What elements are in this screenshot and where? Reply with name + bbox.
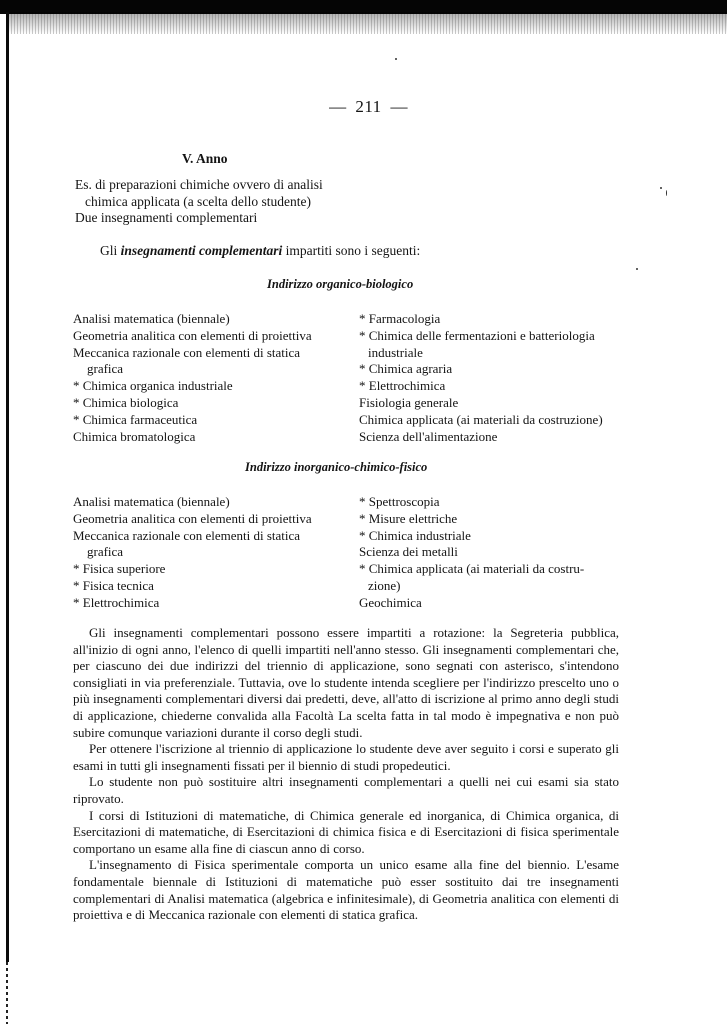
course-item: * Fisica superiore <box>73 561 166 577</box>
paragraph-annual-exams: I corsi di Istituzioni di matematiche, di Chimica generale ed inorganica, di Chimica organica, di Esercitazioni di matematiche, di Esercitazioni di chimica fisica e di Esercitazioni di fisica sperimentale comportano un esame alla fine di ciascun anno di corso. <box>73 807 619 856</box>
scan-speck <box>666 190 667 196</box>
paragraph-substitution: Lo studente non può sostituire altri insegnamenti complementari a quelli nei cui esami sia stato riprovato. <box>73 774 619 806</box>
course-item: Geochimica <box>359 594 422 610</box>
scan-speck <box>395 58 397 60</box>
intro-lead: Gli <box>100 243 118 258</box>
course-item: * Chimica delle fermentazioni e batteriologia <box>359 327 595 343</box>
year-course-line: chimica applicata (a scelta dello studente) <box>85 193 312 209</box>
course-item: Scienza dei metalli <box>359 544 458 560</box>
intro-tail: impartiti sono i seguenti: <box>285 243 421 258</box>
course-item: zione) <box>368 577 401 593</box>
course-item: grafica <box>87 544 124 560</box>
course-item: Scienza dell'alimentazione <box>359 428 498 444</box>
paragraph-rotation: Gli insegnamenti complementari possono essere impartiti a rotazione: la Segreteria pubblica, all'inizio di ogni anno, l'elenco di quelli impartiti nell'anno stesso. Gli insegnamenti complementari che, per ciascuno dei due indirizzi del triennio di applicazione, sono segnati con asterisco, s'intendono consigliati in via preferenziale. Tuttavia, ove lo studente intenda scegliere per l'indirizzo prescelto uno o più insegnamenti complementari diversi dai predetti, deve, all'atto di iscrizione al primo anno degli studi di applicazione, chiederne convalida alla Facoltà La scelta fatta in tal modo è impegnativa e non può subire comunque variazioni durante il corso degli studi. <box>73 625 619 740</box>
course-item: Analisi matematica (biennale) <box>73 311 230 326</box>
scan-speck <box>660 187 662 189</box>
track-title-inorganic-chemical-physical: Indirizzo inorganico-chimico-fisico <box>245 460 428 474</box>
scan-speck <box>636 268 638 270</box>
track-inorganic-right-column <box>359 494 629 612</box>
course-item: Fisiologia generale <box>359 394 459 410</box>
page-number-dash-left: — <box>329 97 347 116</box>
scan-left-border-dashed <box>6 962 8 1024</box>
paragraph-physics-exam: L'insegnamento di Fisica sperimentale comporta un unico esame alla fine del biennio. L'esame fondamentale biennale di Istituzioni di matematiche può esser sostituito dai tre insegnamenti complementari di Analisi matematica (algebrica e infinitesimale), di Geometria analitica con elementi di proiettiva e di Meccanica razionale con elementi di statica grafica. <box>73 857 619 923</box>
track-organic-left-column <box>73 311 343 445</box>
year-course-line: Due insegnamenti complementari <box>75 210 258 225</box>
course-item: * Chimica biologica <box>73 394 179 410</box>
page-number-value: 211 <box>355 97 382 116</box>
year-heading: V. Anno <box>182 151 228 166</box>
course-item: Chimica applicata (ai materiali da costruzione) <box>359 411 603 427</box>
course-item: * Chimica industriale <box>359 527 471 543</box>
paragraph-enrollment: Per ottenere l'iscrizione al triennio di applicazione lo studente deve aver seguito i corsi e superato gli esami in tutti gli insegnamenti fissati per il biennio di studi propedeutici. <box>73 741 619 773</box>
course-item: industriale <box>368 344 423 360</box>
intro-emphasis: insegnamenti complementari <box>120 243 283 258</box>
year-course-list <box>75 177 323 227</box>
course-item: * Farmacologia <box>359 311 441 326</box>
course-item: * Chimica agraria <box>359 361 453 377</box>
course-item: Meccanica razionale con elementi di statica <box>73 344 301 360</box>
course-item: Geometria analitica con elementi di proiettiva <box>73 510 312 526</box>
track-organic-right-column <box>359 311 629 445</box>
course-item: * Chimica organica industriale <box>73 378 233 394</box>
course-item: Meccanica razionale con elementi di statica <box>73 527 301 543</box>
scan-left-border <box>6 12 9 962</box>
course-item: * Elettrochimica <box>359 378 446 394</box>
course-item: * Chimica applicata (ai materiali da costru- <box>359 561 585 577</box>
course-item: * Fisica tecnica <box>73 577 154 593</box>
year-course-line: Es. di preparazioni chimiche ovvero di analisi <box>75 177 323 192</box>
intro-sentence <box>100 243 420 259</box>
course-item: * Spettroscopia <box>359 494 440 509</box>
course-item: Geometria analitica con elementi di proiettiva <box>73 327 312 343</box>
scan-noise <box>8 12 727 34</box>
course-item: grafica <box>87 361 124 377</box>
track-inorganic-left-column <box>73 494 343 612</box>
course-item: * Misure elettriche <box>359 510 458 526</box>
page-number <box>0 97 727 117</box>
regulations-text <box>73 625 619 924</box>
track-title-organic-biological: Indirizzo organico-biologico <box>267 277 414 291</box>
course-item: * Elettrochimica <box>73 594 160 610</box>
course-item: Chimica bromatologica <box>73 428 196 444</box>
page-number-dash-right: — <box>390 97 408 116</box>
course-item: Analisi matematica (biennale) <box>73 494 230 509</box>
course-item: * Chimica farmaceutica <box>73 411 198 427</box>
